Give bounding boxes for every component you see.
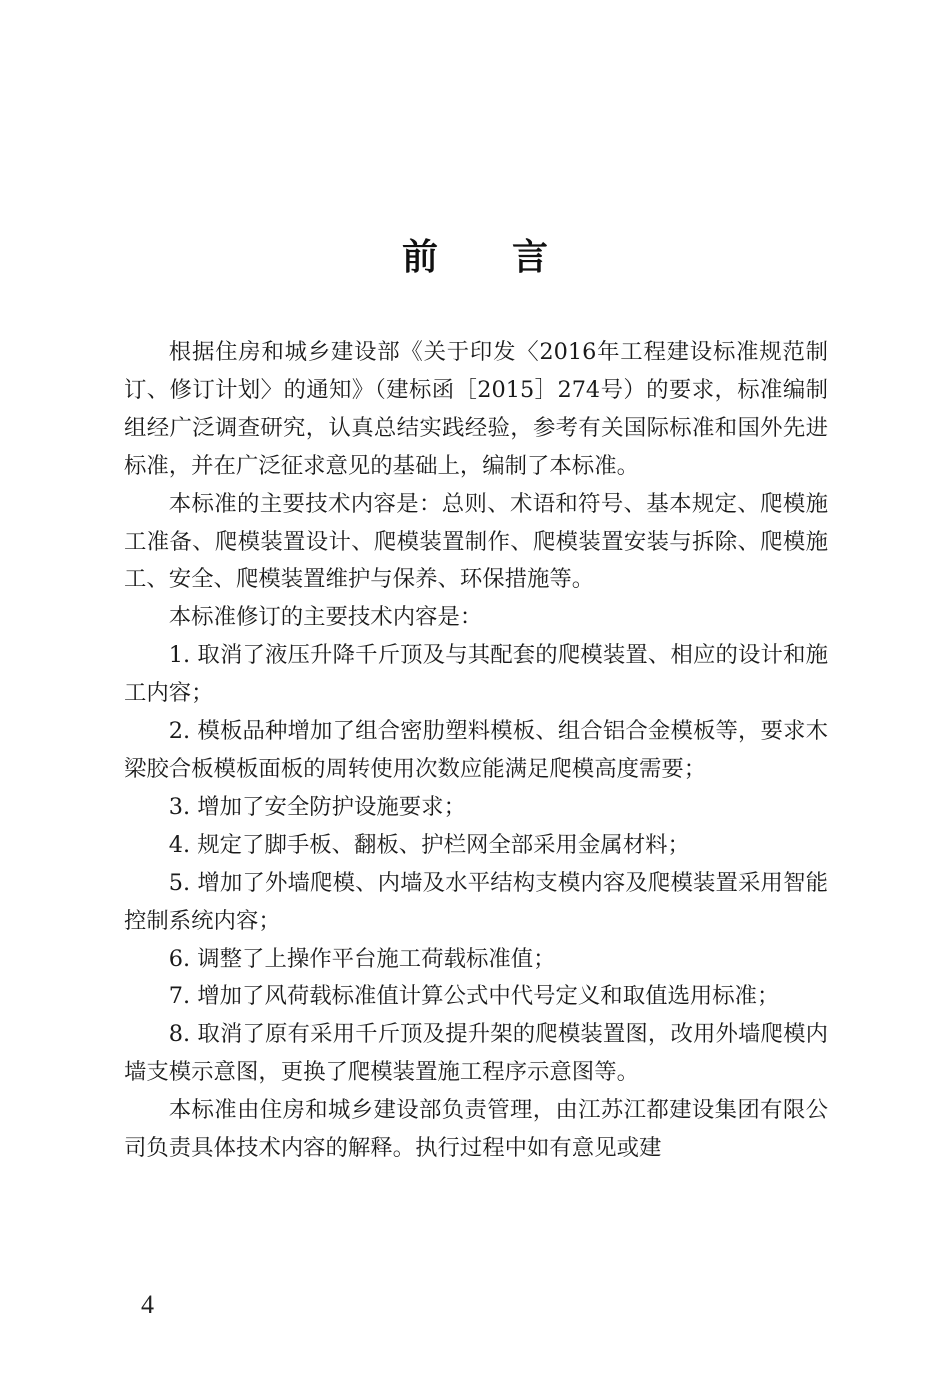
revision-item-2: 2. 模板品种增加了组合密肋塑料模板、组合铝合金模板等，要求木梁胶合板模板面板的周转使用次数应能满足爬模高度需要； [124,718,828,782]
preface-body [124,334,828,1168]
revision-item-1: 1. 取消了液压升降千斤顶及与其配套的爬模装置、相应的设计和施工内容； [124,642,828,707]
revision-item-4: 4. 规定了脚手板、翻板、护栏网全部采用金属材料； [168,831,690,858]
paragraph-management: 本标准由住房和城乡建设部负责管理，由江苏江都建设集团有限公司负责具体技术内容的解释。执行过程中如有意见或建 [124,1097,828,1162]
page-number: 4 [141,1290,154,1319]
paragraph-main-content: 本标准的主要技术内容是：总则、术语和符号、基本规定、爬模施工准备、爬模装置设计、爬模装置制作、爬模装置安装与拆除、爬模施工、安全、爬模装置维护与保养、环保措施等。 [124,490,828,593]
revision-item-3: 3. 增加了安全防护设施要求； [168,793,466,820]
revision-item-8: 8. 取消了原有采用千斤顶及提升架的爬模装置图，改用外墙爬模内墙支模示意图，更换了爬模装置施工程序示意图等。 [124,1021,828,1086]
paragraph-intro: 根据住房和城乡建设部《关于印发〈2016年工程建设标准规范制订、修订计划〉的通知》（建标函［2015］274号）的要求，标准编制组经广泛调查研究，认真总结实践经验，参考有关国际标准和国外先进标准，并在广泛征求意见的基础上，编制了本标准。 [124,339,828,479]
paragraph-revision-heading: 本标准修订的主要技术内容是： [168,604,483,631]
page-title: 前言 [401,237,622,278]
revision-item-5: 5. 增加了外墙爬模、内墙及水平结构支模内容及爬模装置采用智能控制系统内容； [124,869,828,934]
revision-item-7: 7. 增加了风荷载标准值计算公式中代号定义和取值选用标准； [168,983,780,1010]
revision-item-6: 6. 调整了上操作平台施工荷载标准值； [168,945,556,972]
